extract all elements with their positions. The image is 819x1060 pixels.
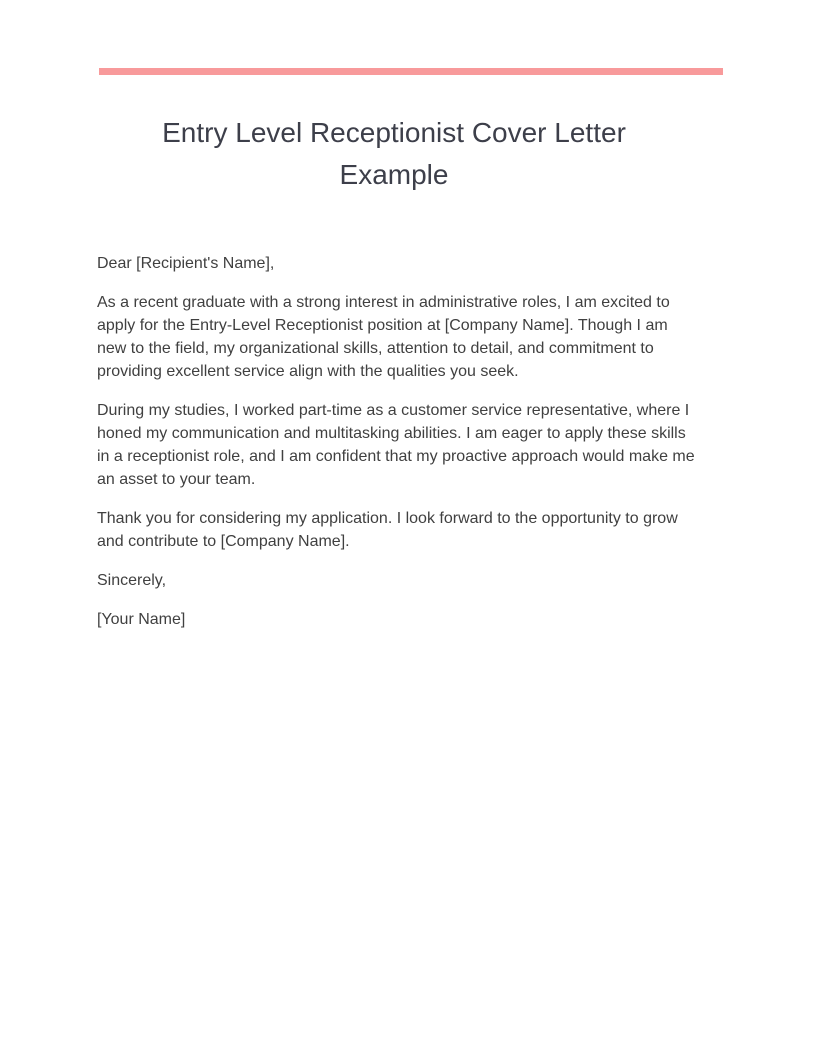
letter-body [97,252,697,647]
closing: Sincerely, [97,572,167,589]
paragraph-experience: During my studies, I worked part-time as a customer service representative, where I honed my communication and multitasking abilities. I am eager to apply these skills in a receptionist role, and I am confident that my proactive approach would make me an asset to your team. [97,402,695,488]
signature: [Your Name] [97,611,186,628]
accent-bar [99,68,723,75]
paragraph-intro: As a recent graduate with a strong interest in administrative roles, I am excited to apply for the Entry-Level Receptionist position at [Company Name]. Though I am new to the field, my organizational skills, attention to detail, and commitment to providing excellent service align with the qualities you seek. [97,294,670,380]
paragraph-thanks: Thank you for considering my application. I look forward to the opportunity to grow and contribute to [Company Name]. [97,510,678,550]
salutation: Dear [Recipient's Name], [97,255,275,272]
page-title: Entry Level Receptionist Cover Letter Example [162,117,626,190]
